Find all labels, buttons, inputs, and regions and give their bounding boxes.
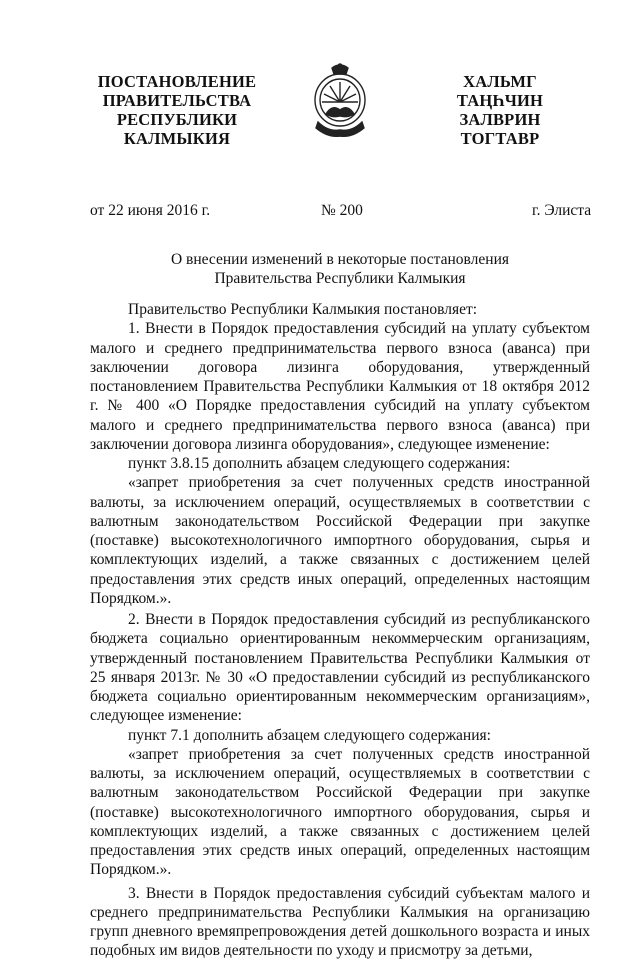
kalmykia-emblem-icon xyxy=(310,60,370,140)
paragraph-quote: «запрет приобретения за счет полученных средств иностранной валюты, за исключением операций, осуществляемых в соответствии с валютным законодательством Российской Федерации при закупке (поставке) высокотехнологичного импортного оборудования, сырья и комплектующих изделий, а также связанных с достижением целей предоставления этих средств иных операций, определенных настоящим Порядком.». xyxy=(90,474,590,607)
header-right xyxy=(440,72,560,148)
header-left xyxy=(92,72,262,148)
paragraph-quote: «запрет приобретения за счет полученных средств иностранной валюты, за исключением операций, осуществляемых в соответствии с валютным законодательством Российской Федерации при закупке (поставке) высокотехнологичного импортного оборудования, сырья и комплектующих изделий, а также связанных с достижением целей предоставления этих средств иных операций, определенных настоящим Порядком.». xyxy=(90,745,590,879)
document-title xyxy=(90,250,590,288)
header-left-line: ПОСТАНОВЛЕНИЕ xyxy=(97,72,257,91)
header-right-line: ЗАЛВРИН xyxy=(459,110,541,129)
header-left-line: РЕСПУБЛИКИ xyxy=(116,110,238,129)
header-right-line: ХАЛЬМГ xyxy=(463,72,537,91)
document-date: от 22 июня 2016 г. xyxy=(90,202,211,219)
document-city: г. Элиста xyxy=(532,202,592,219)
header-left-line: КАЛМЫКИЯ xyxy=(123,129,231,148)
title-line: О внесении изменений в некоторые постановления xyxy=(170,251,510,268)
paragraph-item-3: 3. Внести в Порядок предоставления субсидий субъектам малого и среднего предпринимательства Республики Калмыкия на организацию групп дневного времяпрепровождения детей дошкольного возраста и иных подобных им видов деятельности по уходу и присмотру за детьми, xyxy=(90,884,590,960)
paragraph-subpoint: пункт 3.8.15 дополнить абзацем следующего содержания: xyxy=(128,455,511,472)
paragraph-item-1: 1. Внести в Порядок предоставления субсидий на уплату субъектом малого и среднего предпринимательства первого взноса (аванса) при заключении договора лизинга оборудования, утвержденный постановлением Правительства Республики Калмыкия от 18 октября 2012 г. № 400 «О Порядке предоставления субсидий на уплату субъектом малого и среднего предпринимательства первого взноса (аванса) при заключении договора лизинга оборудования», следующее изменение: xyxy=(90,320,590,453)
paragraph-subpoint: пункт 7.1 дополнить абзацем следующего содержания: xyxy=(128,726,491,744)
paragraph-intro: Правительство Республики Калмыкия постановляет: xyxy=(128,301,478,318)
paragraph-item-2: 2. Внести в Порядок предоставления субсидий из республиканского бюджета социально ориентированным некоммерческим организациям, утвержденный постановлением Правительства Республики Калмыкия от 25 января 2013г. № 30 «О предоставлении субсидий из республиканского бюджета социально ориентированным некоммерческим организациям», следующее изменение: xyxy=(90,611,590,725)
header-right-line: ТОГТАВР xyxy=(460,129,540,148)
document-body xyxy=(90,300,590,961)
document-number: № 200 xyxy=(321,202,363,219)
title-line: Правительства Республики Калмыкия xyxy=(214,270,466,287)
header-left-line: ПРАВИТЕЛЬСТВА xyxy=(102,91,252,110)
header-right-line: ТАҢҺЧИН xyxy=(456,91,544,110)
